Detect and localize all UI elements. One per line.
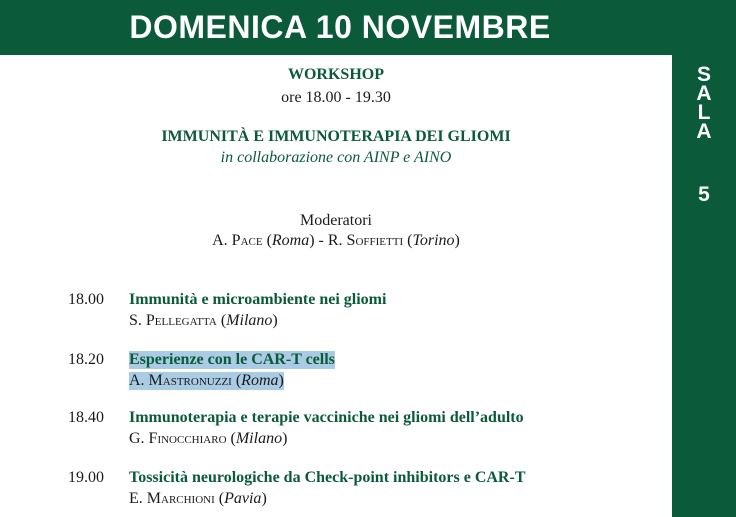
item-title: Tossicità neurologiche da Check-point inhibitors e CAR-T [129,469,526,486]
room-letter: A [696,120,712,143]
speaker-name: S. Pellegatta [129,312,217,329]
moderator-name: R. Soffietti [327,232,404,249]
header-bar [0,0,736,55]
speaker-city: Milano [235,430,283,447]
item-speaker: G. Finocchiaro (Milano) [129,430,288,447]
moderators-label: Moderatori [300,212,372,229]
room-letter: A [696,82,712,105]
item-speaker: A. Mastronuzzi (Roma) [129,372,284,389]
item-title: Immunità e microambiente nei gliomi [129,291,387,308]
item-title: Esperienze con le CAR-T cells [129,351,335,368]
moderator-name: A. Pace [212,232,263,249]
item-speaker: S. Pellegatta (Milano) [129,312,278,329]
room-label [672,65,736,141]
speaker-city: Pavia [224,490,262,507]
session-type: WORKSHOP [287,66,384,83]
speaker-city: Milano [226,312,273,329]
room-number: 5 [698,183,710,206]
session-collaboration: in collaborazione con AINP e AINO [220,149,452,166]
speaker-city: Roma [241,372,279,389]
item-time: 18.40 [68,409,104,426]
item-speaker: E. Marchioni (Pavia) [129,490,267,507]
item-title: Immunoterapia e terapie vacciniche nei gliomi dell’adulto [129,409,524,426]
item-time: 19.00 [68,469,104,486]
moderator-separator: - [314,232,328,249]
day-title: DOMENICA 10 NOVEMBRE [129,9,551,45]
moderators-line: A. Pace (Roma) - R. Soffietti (Torino) [212,232,460,249]
speaker-name: E. Marchioni [129,490,215,507]
speaker-name: A. Mastronuzzi [129,372,232,389]
item-time: 18.20 [68,351,104,368]
item-time: 18.00 [68,291,104,308]
moderator-city: Torino [412,232,455,249]
speaker-name: G. Finocchiaro [129,430,227,447]
room-letter: L [697,101,711,124]
room-sidebar [672,55,736,517]
moderator-city: Roma [271,232,310,249]
session-time: ore 18.00 - 19.30 [281,89,391,106]
session-title: IMMUNITÀ E IMMUNOTERAPIA DEI GLIOMI [161,128,511,145]
room-letter: S [696,63,711,86]
